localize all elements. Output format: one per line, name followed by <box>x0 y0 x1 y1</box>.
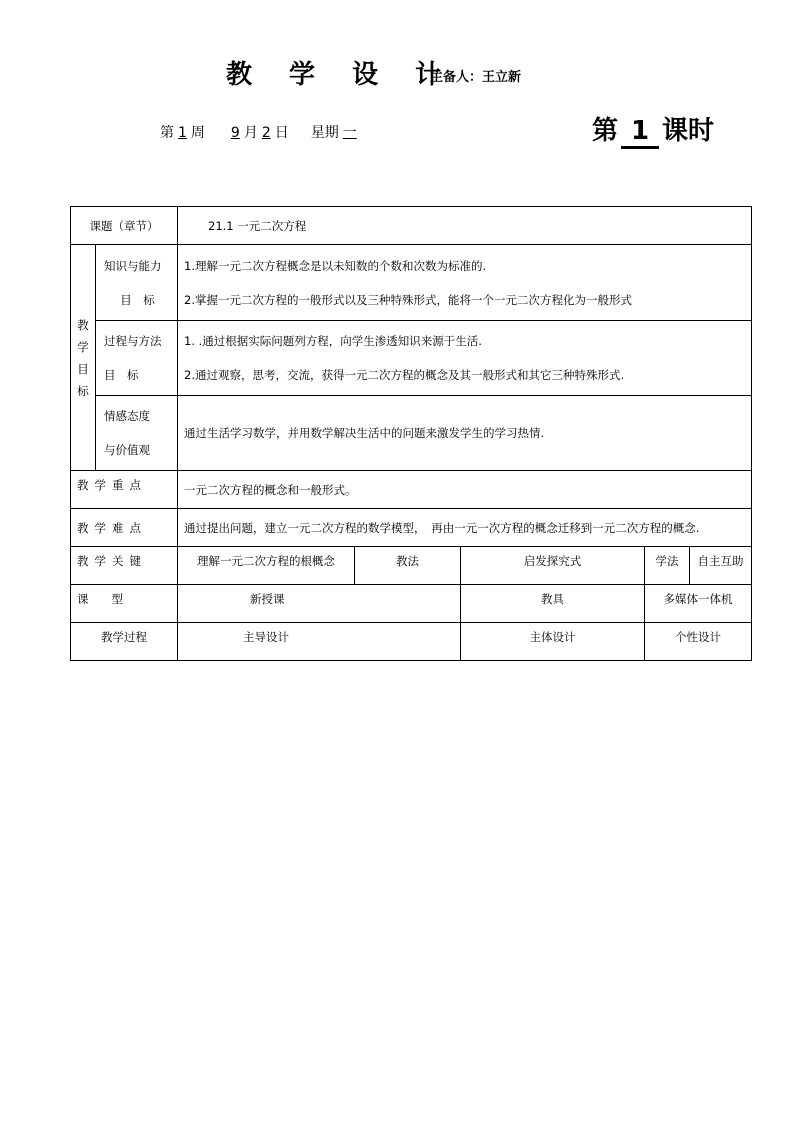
weekday: 一 <box>342 125 357 141</box>
type-label: 课 型 <box>71 585 178 623</box>
document-title: 教 学 设 计 <box>226 60 456 90</box>
personal-design-header: 个性设计 <box>645 623 752 661</box>
focus-row <box>71 471 752 509</box>
study-value: 自主互助 <box>690 547 752 585</box>
month: 9 <box>230 125 240 141</box>
focus-label: 教学重点 <box>71 471 178 509</box>
week-prefix: 第 <box>160 125 174 141</box>
lesson-prefix: 第 <box>592 116 619 146</box>
lesson-number <box>592 110 714 149</box>
type-value: 新授课 <box>178 585 461 623</box>
knowledge-goals: 1.理解一元二次方程概念是以未知数的个数和次数为标准的. 2.掌握一元二次方程的一般形式以及三种特殊形式，能将一个一元二次方程化为一般形式 <box>178 245 752 321</box>
process-goal-row <box>71 321 752 396</box>
method-label: 教法 <box>355 547 461 585</box>
key-value: 理解一元二次方程的根概念 <box>178 547 355 585</box>
lead-design-header: 主导设计 <box>178 623 461 661</box>
knowledge-goal-row <box>71 245 752 321</box>
topic-label: 课题（章节） <box>71 207 178 245</box>
method-value: 启发探究式 <box>461 547 645 585</box>
lesson-value: 1 <box>621 116 659 149</box>
topic-value: 21.1 一元二次方程 <box>178 207 752 245</box>
week-suffix: 周 <box>190 125 205 141</box>
main-design-header: 主体设计 <box>461 623 645 661</box>
difficulty-value: 通过提出问题，建立一元二次方程的数学模型， 再由一元一次方程的概念迁移到一元二次方程的概念. <box>178 509 752 547</box>
week-number: 1 <box>178 125 187 141</box>
day: 2 <box>261 125 271 141</box>
header <box>0 52 794 92</box>
key-row <box>71 547 752 585</box>
focus-value: 一元二次方程的概念和一般形式。 <box>178 471 752 509</box>
month-suffix: 月 <box>243 125 258 141</box>
day-suffix: 日 <box>274 125 289 141</box>
emotion-goals: 通过生活学习数学，并用数学解决生活中的问题来激发学生的学习热情. <box>178 396 752 471</box>
difficulty-label: 教学难点 <box>71 509 178 547</box>
date-line <box>160 122 361 142</box>
preparer: 主备人：王立新 <box>430 70 522 85</box>
knowledge-label: 知识与能力 目 标 <box>96 245 178 321</box>
weekday-label: 星期 <box>310 125 339 141</box>
goals-label: 教学目标 <box>71 245 96 471</box>
type-row <box>71 585 752 623</box>
process-label: 过程与方法 目 标 <box>96 321 178 396</box>
tools-value: 多媒体一体机 <box>645 585 752 623</box>
emotion-goal-row <box>71 396 752 471</box>
lesson-suffix: 课时 <box>662 116 715 146</box>
tools-label: 教具 <box>461 585 645 623</box>
emotion-label: 情感态度 与价值观 <box>96 396 178 471</box>
date-row <box>0 116 794 156</box>
study-label: 学法 <box>645 547 690 585</box>
process-goals: 1. .通过根据实际问题列方程，向学生渗透知识来源于生活. 2.通过观察，思考，交流，获得一元二次方程的概念及其一般形式和其它三种特殊形式. <box>178 321 752 396</box>
topic-row <box>71 207 752 245</box>
process-header: 教学过程 <box>71 623 178 661</box>
lesson-plan-table <box>70 206 752 661</box>
key-label: 教学关键 <box>71 547 178 585</box>
process-header-row <box>71 623 752 661</box>
difficulty-row <box>71 509 752 547</box>
